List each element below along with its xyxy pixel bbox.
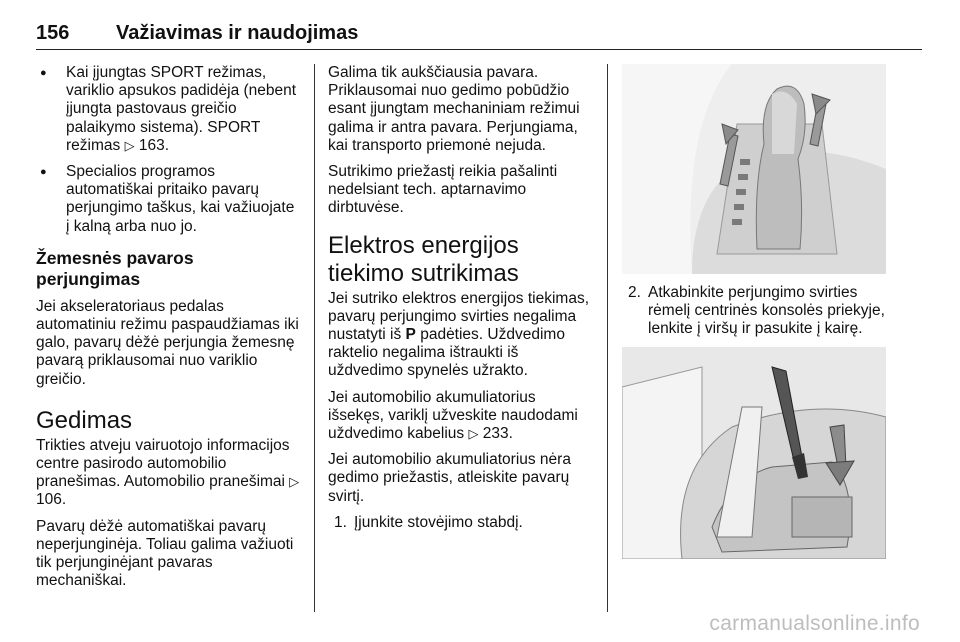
step-2 xyxy=(622,284,888,339)
page-number: 156 xyxy=(36,22,70,44)
page-ref-arrow-icon: ▷ xyxy=(468,426,479,442)
step-1-text: Įjunkite stovėjimo stabdį. xyxy=(354,513,523,531)
figure-gear-lever-illustration xyxy=(622,64,886,274)
bullet-special-programs: ● Specialios programos automatiškai pritaiko pavarų perjungimo taškus, kai važiuojate į kalną arba nuo jo. xyxy=(36,163,302,236)
footer-watermark: carmanualsonline.info xyxy=(709,612,920,635)
paragraph-jump-start xyxy=(328,389,594,444)
heading-fault: Gedimas xyxy=(36,406,133,434)
page-ref-arrow-icon: ▷ xyxy=(124,137,135,153)
column-1 xyxy=(36,64,302,598)
paragraph-fault-2: Pavarų dėžė automatiškai pavarų neperjunginėja. Toliau galima važiuoti tik perjunginėjant pavaras mechaniškai. xyxy=(36,517,294,590)
heading-downshift: Žemesnės pavaros perjungimas xyxy=(36,247,194,289)
paragraph-downshift: Jei akseleratoriaus pedalas automatiniu režimu paspaudžiamas iki galo, pavarų dėžė perjungia žemesnę pavarą priklausomai nuo variklio greičio. xyxy=(36,297,299,388)
page-ref-arrow-icon: ▷ xyxy=(289,474,300,490)
paragraph-highest-gear: Galima tik aukščiausia pavara. Priklausomai nuo gedimo pobūdžio esant įjungtam mechaniniam režimui galima ir antra pavara. Perjungiama, kai transporto priemonė nejuda. xyxy=(328,64,580,154)
column-divider-1 xyxy=(314,64,315,612)
fault-1-text: Trikties atveju vairuotojo informacijos centre pasirodo automobilio pranešimas. Automobilio pranešimai xyxy=(36,436,290,491)
column-divider-2 xyxy=(607,64,608,612)
jump-start-ref: 233. xyxy=(482,425,513,443)
column-2 xyxy=(328,64,594,540)
step-2-number: 2. xyxy=(628,284,641,301)
step-2-text: Atkabinkite perjungimo svirties rėmelį centrinės konsolės priekyje, lenkite į viršų ir pasukite į kairę. xyxy=(648,284,885,338)
step-1 xyxy=(328,514,594,532)
paragraph-workshop: Sutrikimo priežastį reikia pašalinti nedelsiant tech. aptarnavimo dirbtuvėse. xyxy=(328,163,558,217)
page-title: Važiavimas ir naudojimas xyxy=(116,22,359,44)
bullet-sport-text: Kai įjungtas SPORT režimas, variklio apsukos padidėja (nebent įjungta pastovaus greičio palaikymo sistema). SPORT režimas xyxy=(66,64,297,154)
paragraph-power-failure xyxy=(328,290,594,381)
paragraph-release-lever: Jei automobilio akumuliatorius nėra gedimo priežastis, atleiskite pavarų svirtį. xyxy=(328,451,571,505)
power-failure-text-a: Jei sutriko elektros energijos tiekimas, pavarų perjungimo svirties negalima nustatyti iš xyxy=(328,289,590,344)
bullet-sport-ref: 163. xyxy=(138,136,170,154)
park-position-label: P xyxy=(405,326,416,344)
bullet-sport-mode xyxy=(36,64,302,155)
jump-start-text: Jei automobilio akumuliatorius išsekęs, variklį užveskite naudodami uždvedimo kabelius xyxy=(328,388,578,443)
fault-1-ref: 106. xyxy=(36,491,67,509)
paragraph-fault-1 xyxy=(36,437,302,510)
column-3 xyxy=(622,64,888,569)
heading-power-failure: Elektros energijos tiekimo sutrikimas xyxy=(328,231,519,287)
figure-console-trim-removal xyxy=(622,347,886,559)
power-failure-text-b: padėties. Uždvedimo raktelio negalima ištraukti iš uždvedimo spynelės užrakto. xyxy=(328,326,565,380)
page-header xyxy=(36,18,922,50)
step-1-number: 1. xyxy=(334,513,347,531)
